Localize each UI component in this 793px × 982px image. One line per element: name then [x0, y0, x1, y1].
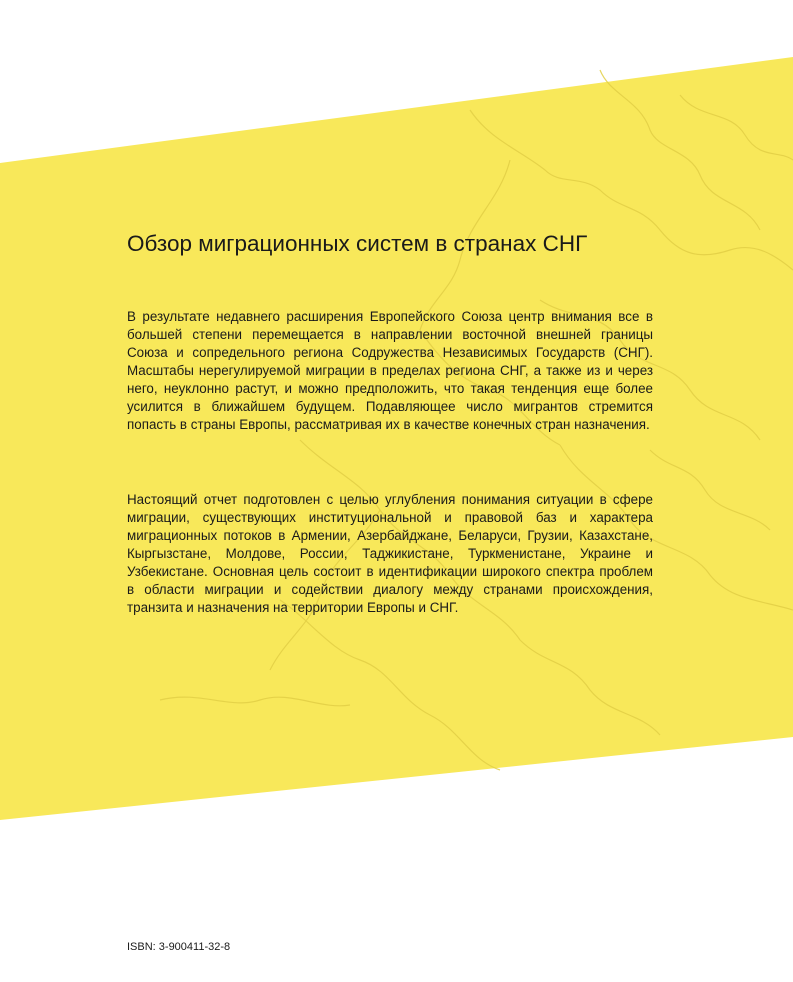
page-title: Обзор миграционных систем в странах СНГ: [127, 231, 588, 256]
intro-paragraph-1: В результате недавнего расширения Европейского Союза центр внимания все в большей степени перемещается в направлении восточной внешней границы Союза и сопредельного региона Содружества Независимых Государств (СНГ). Масштабы нерегулируемой миграции в пределах региона СНГ, а также из и через него, неуклонно растут, и можно предположить, что такая тенденция еще более усилится в ближайшем будущем. Подавляющее число мигрантов стремится попасть в страны Европы, рассматривая их в качестве конечных стран назначения.: [127, 309, 653, 432]
intro-paragraph-2: Настоящий отчет подготовлен с целью углубления понимания ситуации в сфере миграции, существующих институциональной и правовой баз и характера миграционных потоков в Армении, Азербайджане, Беларуси, Грузии, Казахстане, Кыргызстане, Молдове, России, Таджикистане, Туркменистане, Украине и Узбекистане. Основная цель состоит в идентификации широкого спектра проблем в области миграции и содействии диалогу между странами происхождения, транзита и назначения на территории Европы и СНГ.: [127, 492, 653, 615]
yellow-band-shape: [0, 57, 793, 820]
isbn-label: ISBN: 3-900411-32-8: [127, 941, 231, 953]
